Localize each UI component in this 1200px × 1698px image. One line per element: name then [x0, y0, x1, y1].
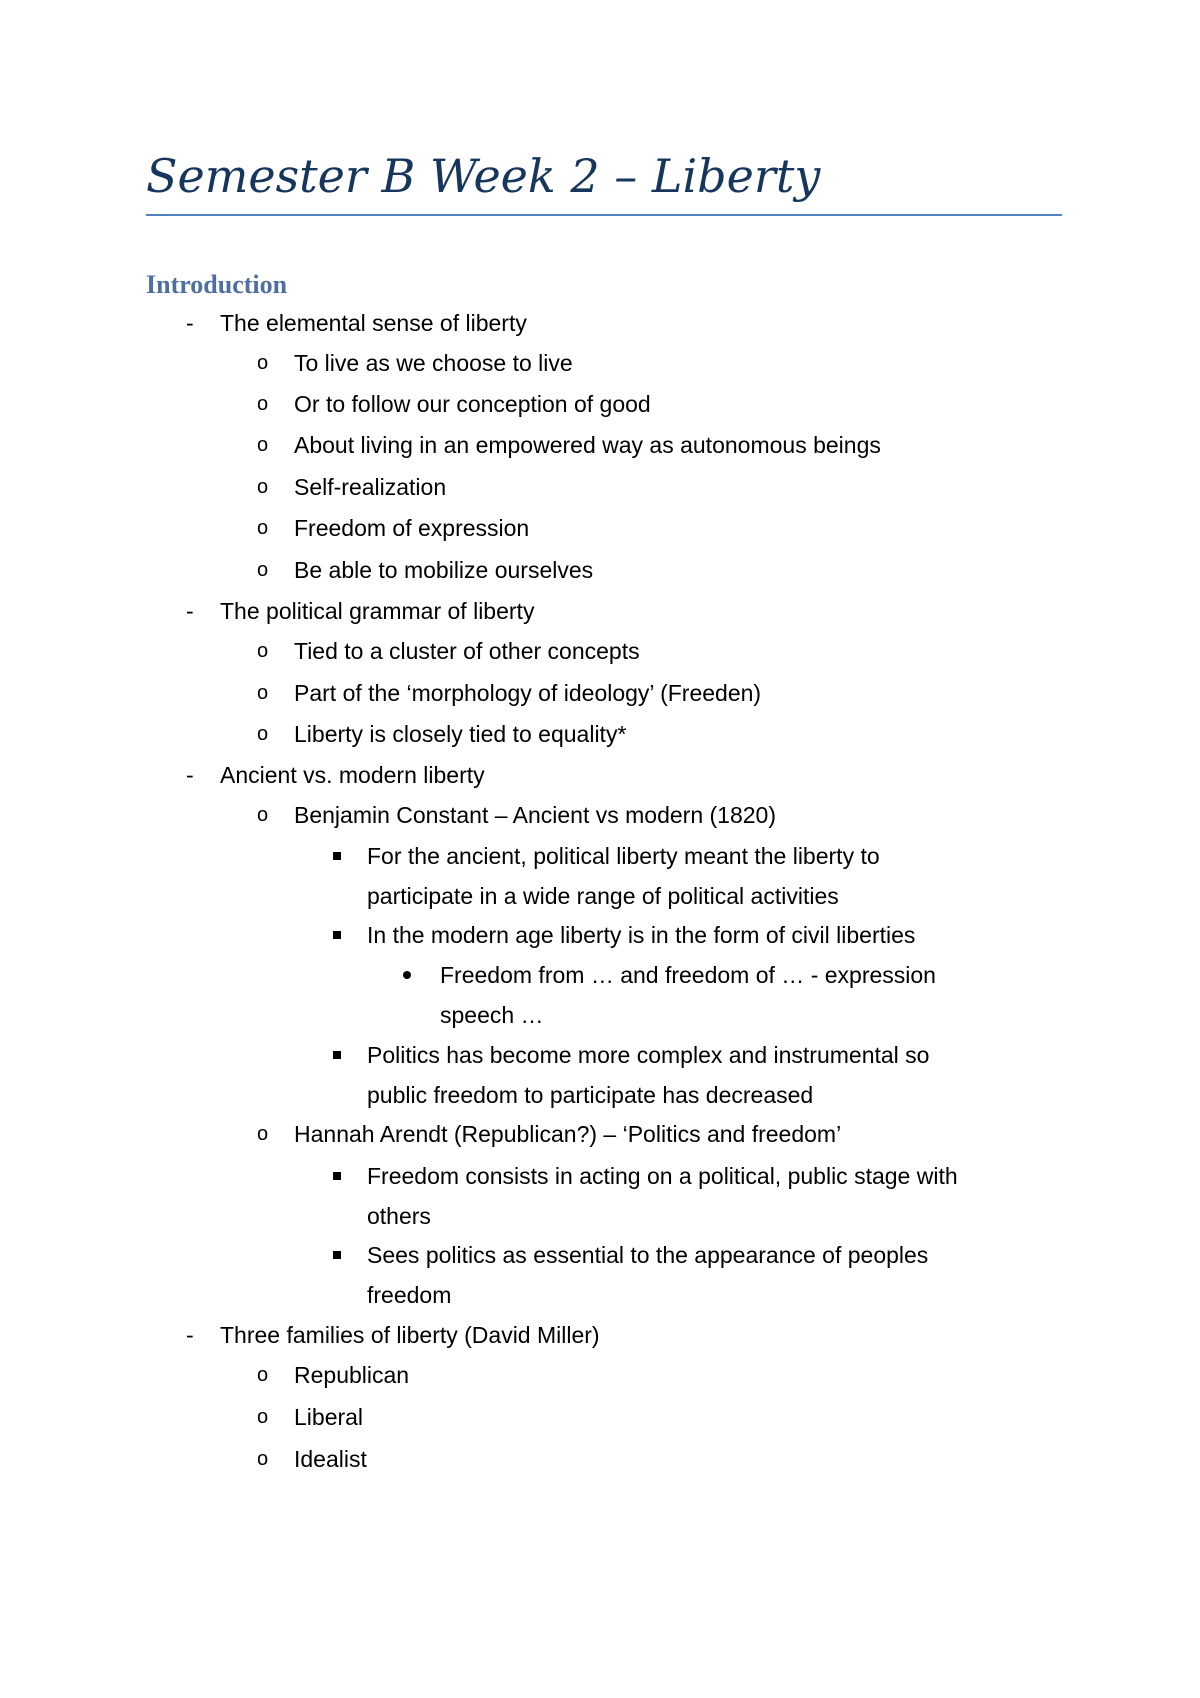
- bullet-text: speech …: [440, 1002, 544, 1028]
- dash-bullet-icon: -: [186, 762, 194, 788]
- bullet-text: About living in an empowered way as autonomous beings: [294, 432, 881, 458]
- bullet-item: [0, 1159, 1200, 1193]
- dash-bullet-icon: -: [186, 598, 194, 624]
- bullet-text: freedom: [367, 1282, 452, 1308]
- bullet-item: [0, 1117, 1200, 1151]
- bullet-text: Three families of liberty (David Miller): [220, 1322, 600, 1348]
- bullet-item: [0, 1238, 1200, 1272]
- circle-bullet-icon: o: [257, 1406, 269, 1428]
- bullet-text: In the modern age liberty is in the form of civil liberties: [367, 922, 916, 948]
- circle-bullet-icon: o: [257, 434, 269, 456]
- bullet-text: Or to follow our conception of good: [294, 391, 651, 417]
- bullet-text: To live as we choose to live: [294, 350, 573, 376]
- bullet-item: [0, 1038, 1200, 1072]
- bullet-text: Part of the ‘morphology of ideology’ (Freeden): [294, 680, 762, 706]
- section-heading: Introduction: [146, 270, 288, 299]
- circle-bullet-icon: o: [257, 1448, 269, 1470]
- bullet-text: Self-realization: [294, 474, 447, 500]
- bullet-text: Sees politics as essential to the appearance of peoples: [367, 1242, 929, 1268]
- circle-bullet-icon: o: [257, 804, 269, 826]
- bullet-item: [0, 918, 1200, 952]
- bullet-text: For the ancient, political liberty meant the liberty to: [367, 843, 880, 869]
- circle-bullet-icon: o: [257, 682, 269, 704]
- circle-bullet-icon: o: [257, 1364, 269, 1386]
- bullet-text: Be able to mobilize ourselves: [294, 557, 594, 583]
- bullet-item: [0, 1400, 1200, 1434]
- bullet-text: Tied to a cluster of other concepts: [294, 638, 640, 664]
- bullet-item: [0, 1358, 1200, 1392]
- bullet-item: [0, 717, 1200, 751]
- bullet-item: [0, 346, 1200, 380]
- bullet-item: [0, 553, 1200, 587]
- bullet-continuation: [0, 1078, 1200, 1112]
- bullet-item: [0, 1318, 1200, 1352]
- bullet-continuation: [0, 1199, 1200, 1233]
- bullet-text: Hannah Arendt (Republican?) – ‘Politics and freedom’: [294, 1121, 842, 1147]
- dash-bullet-icon: -: [186, 1322, 194, 1348]
- bullet-text: Benjamin Constant – Ancient vs modern (1820): [294, 802, 776, 828]
- circle-bullet-icon: o: [257, 723, 269, 745]
- circle-bullet-icon: o: [257, 393, 269, 415]
- dash-bullet-icon: -: [186, 310, 194, 336]
- bullet-text: Liberal: [294, 1404, 364, 1430]
- bullet-item: [0, 470, 1200, 504]
- bullet-text: Idealist: [294, 1446, 367, 1472]
- bullet-item: [0, 387, 1200, 421]
- bullet-continuation: [0, 998, 1200, 1032]
- bullet-item: [0, 758, 1200, 792]
- bullet-text: public freedom to participate has decreased: [367, 1082, 814, 1108]
- bullet-text: Liberty is closely tied to equality*: [294, 721, 627, 747]
- bullet-item: [0, 839, 1200, 873]
- circle-bullet-icon: o: [257, 517, 269, 539]
- bullet-text: Ancient vs. modern liberty: [220, 762, 485, 788]
- bullet-item: [0, 634, 1200, 668]
- circle-bullet-icon: o: [257, 1123, 269, 1145]
- bullet-text: Freedom consists in acting on a political, public stage with: [367, 1163, 958, 1189]
- title-underline: [146, 214, 1062, 216]
- circle-bullet-icon: o: [257, 476, 269, 498]
- bullet-item: [0, 798, 1200, 832]
- bullet-continuation: [0, 1278, 1200, 1312]
- bullet-item: [0, 306, 1200, 340]
- bullet-item: [0, 428, 1200, 462]
- circle-bullet-icon: o: [257, 352, 269, 374]
- bullet-text: The elemental sense of liberty: [220, 310, 527, 336]
- bullet-item: [0, 958, 1200, 992]
- bullet-continuation: [0, 879, 1200, 913]
- bullet-item: [0, 511, 1200, 545]
- bullet-text: others: [367, 1203, 431, 1229]
- bullet-text: Freedom of expression: [294, 515, 530, 541]
- bullet-text: participate in a wide range of political activities: [367, 883, 839, 909]
- bullet-text: Republican: [294, 1362, 410, 1388]
- bullet-item: [0, 1442, 1200, 1476]
- circle-bullet-icon: o: [257, 559, 269, 581]
- circle-bullet-icon: o: [257, 640, 269, 662]
- bullet-text: The political grammar of liberty: [220, 598, 535, 624]
- bullet-item: [0, 676, 1200, 710]
- document-title: Semester B Week 2 – Liberty: [146, 149, 821, 203]
- bullet-item: [0, 594, 1200, 628]
- bullet-text: Freedom from … and freedom of … - expression: [440, 962, 936, 988]
- bullet-text: Politics has become more complex and instrumental so: [367, 1042, 930, 1068]
